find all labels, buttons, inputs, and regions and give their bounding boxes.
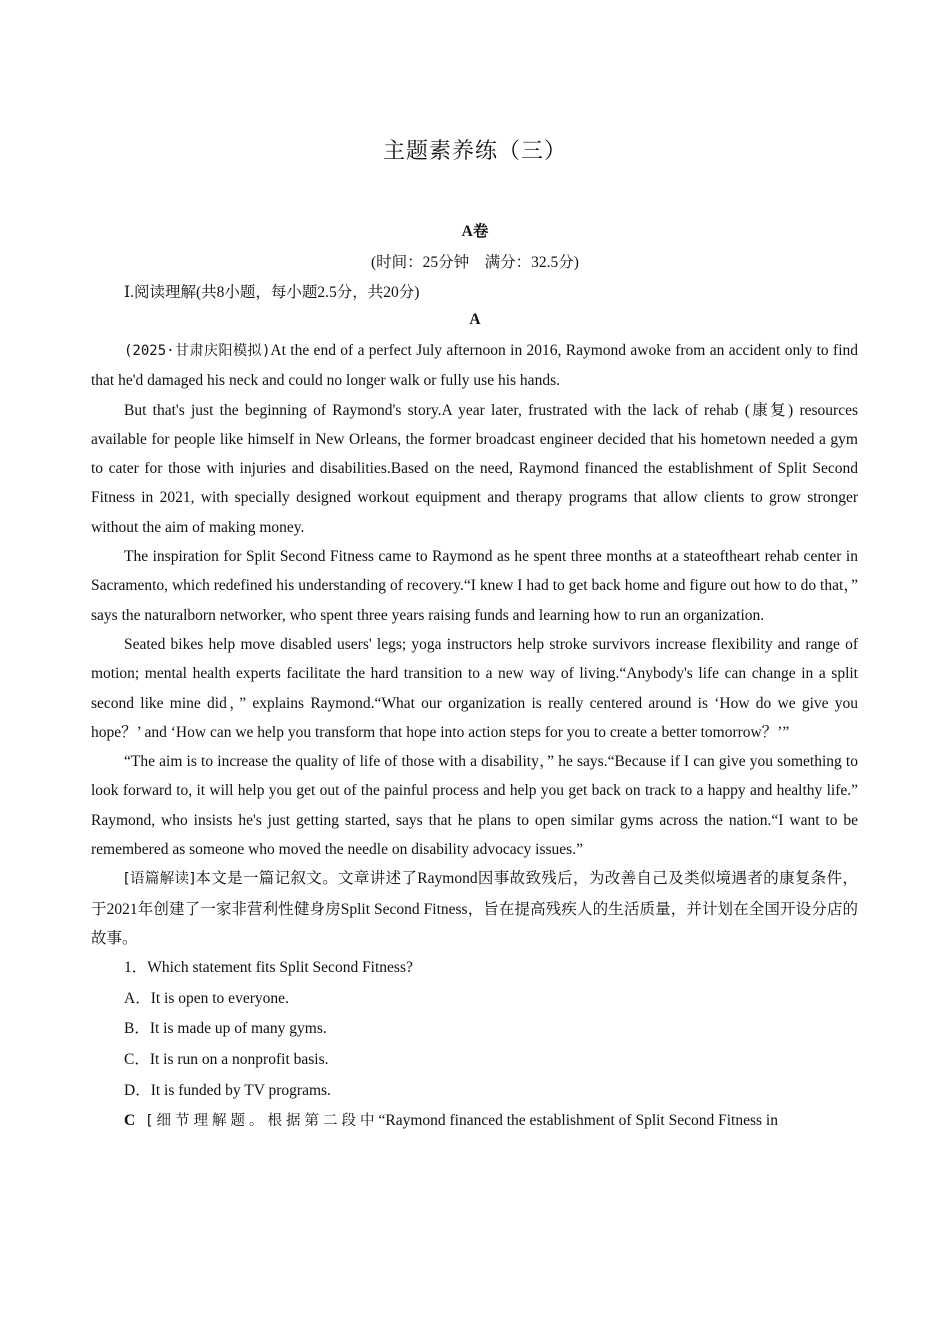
passage-paragraph-3: The inspiration for Split Second Fitness came to Raymond as he spent three months at a stateoftheart rehab center in Sacramento, which redefined his understanding of recovery.“I knew I had to get back home and figure out how to do that，” says the naturalborn networker, who spent three years raising funds and learning how to run an organization. [91, 548, 858, 624]
volume-label: A卷 [461, 223, 489, 240]
passage-source: (2025·甘肃庆阳模拟) [124, 343, 271, 359]
page-title: 主题素养练（三） [382, 139, 567, 164]
option-b: B．It is made up of many gyms. [124, 1020, 327, 1038]
passage-paragraph-4: Seated bikes help move disabled users' legs; yoga instructors help stroke survivors increase flexibility and range of motion; mental health experts facilitate the hard transition to a new way of living.“Anybody's life can change in a split second like mine did，” explains Raymond.“What our organization is really centered around is ‘How do we give you hope？’ and ‘How can we help you transform that hope into action steps for you to create a better tomorrow？’” [91, 635, 858, 741]
answer-label: C [124, 1112, 136, 1130]
analysis-text: 本文是一篇记叙文。文章讲述了Raymond因事故致残后，为改善自己及类似境遇者的康复条件，于2021年创建了一家非营利性健身房Split Second Fitness，旨在提高残疾人的生活质量，并计划在全国开设分店的故事。 [91, 870, 858, 947]
explanation-text: “Raymond financed the establishment of Split Second Fitness in [378, 1112, 778, 1130]
passage-paragraph-5: “The aim is to increase the quality of life of those with a disability，” he says.“Because if I can give you something to look forward to, it will help you get out of the painful process and help you get back on track to a happy and healthy life.” Raymond, who insists he's just getting started, says that he plans to open similar gyms across the nation.“I want to be remembered as someone who moved the needle on disability advocacy issues.” [91, 753, 858, 859]
passage-label: A [469, 311, 481, 328]
passage-paragraph-2: But that's just the beginning of Raymond's story.A year later, frustrated with the lack of rehab (康复) resources available for people like himself in New Orleans, the former broadcast engineer decided that his hometown needed a gym to cater for those with injuries and disabilities.Based on the need, Raymond financed the establishment of Split Second Fitness in 2021, with specially designed workout equipment and therapy programs that allow clients to grow stronger without the aim of making money. [91, 401, 858, 536]
section-title: Ⅰ.阅读理解 [124, 284, 196, 301]
answer-explanation [91, 1106, 858, 1137]
analysis-label: [语篇解读] [124, 871, 196, 888]
time-info: (时间：25分钟 满分：32.5分) [371, 254, 579, 271]
option-c: C．It is run on a nonprofit basis. [124, 1051, 329, 1069]
section-heading [124, 280, 419, 302]
option-a: A．It is open to everyone. [124, 989, 289, 1007]
passage-analysis [91, 864, 858, 953]
section-note: (共8小题，每小题2.5分，共20分) [196, 284, 420, 301]
passage-paragraph-1: (2025·甘肃庆阳模拟)At the end of a perfect July afternoon in 2016, Raymond awoke from an accident only to find that he'd damaged his neck and could no longer walk or fully use his hands. [91, 342, 858, 390]
question-stem: 1．Which statement fits Split Second Fitness? [124, 959, 413, 977]
option-d: D．It is funded by TV programs. [124, 1081, 331, 1099]
explanation-prefix: [细节理解题。根据第二段中 [146, 1113, 379, 1130]
passage-body [91, 336, 858, 1137]
